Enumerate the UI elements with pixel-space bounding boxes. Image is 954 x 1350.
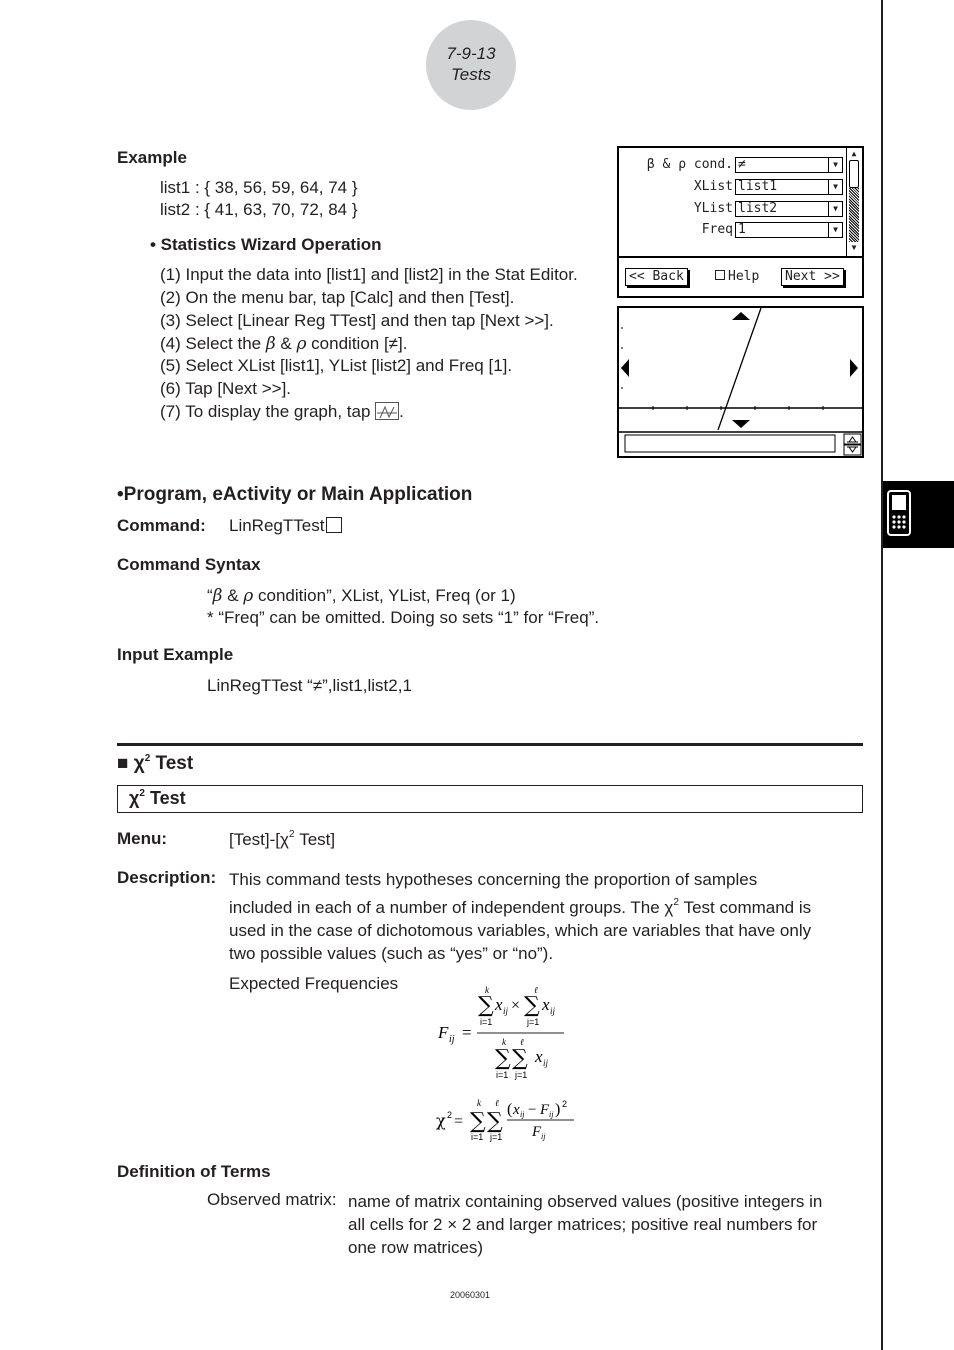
svg-text:ℓ: ℓ [495, 1098, 499, 1108]
chapter-tab [883, 481, 954, 548]
scroll-track[interactable] [849, 188, 859, 242]
page-number: 7-9-13 [446, 44, 496, 63]
wizard-screen [617, 146, 864, 298]
chevron-down-icon: ▼ [828, 180, 842, 194]
svg-text:i=1: i=1 [496, 1070, 509, 1080]
syntax-line-1: “β & ρ condition”, XList, YList, Freq (or 1) [207, 586, 516, 606]
ylist-label: YList [693, 201, 733, 216]
entry-field [625, 435, 835, 452]
chevron-down-icon: ▼ [828, 223, 842, 237]
step-4: (4) Select the β & ρ condition [≠]. [160, 334, 408, 354]
step-6: (6) Tap [Next >>]. [160, 379, 292, 398]
chi-square-formula [436, 1094, 586, 1149]
freq-dropdown[interactable]: 1 ▼ [735, 222, 843, 238]
svg-text:F: F [532, 1124, 542, 1140]
svg-text:=: = [454, 1113, 464, 1130]
freq-label: Freq [701, 222, 733, 237]
svg-text:∑: ∑ [495, 1046, 511, 1071]
svg-text:x: x [535, 1047, 543, 1066]
page-badge [426, 20, 516, 110]
program-heading: •Program, eActivity or Main Application [117, 484, 473, 505]
svg-text:χ: χ [436, 1111, 446, 1130]
list2-data: list2 : { 41, 63, 70, 72, 84 } [160, 200, 358, 219]
input-heading: Input Example [117, 645, 234, 664]
back-button[interactable]: << Back [625, 268, 688, 286]
scroll-thumb[interactable] [849, 160, 859, 188]
svg-text:ℓ: ℓ [534, 985, 538, 995]
svg-text:j=1: j=1 [490, 1132, 503, 1142]
step-3: (3) Select [Linear Reg TTest] and then tap [Next >>]. [160, 311, 554, 330]
margin-rule [881, 0, 883, 1350]
chi-section-title: ■ $\chi^2$ Test [117, 753, 194, 774]
step-1: (1) Input the data into [list1] and [list2] in the Stat Editor. [160, 265, 578, 284]
svg-text:k: k [485, 985, 489, 995]
divider [619, 256, 862, 258]
section-rule [117, 743, 863, 746]
next-button[interactable]: Next >> [781, 268, 844, 286]
svg-text:∑: ∑ [512, 1046, 528, 1071]
cond-label: β & ρ cond. [646, 157, 733, 172]
svg-text:F: F [540, 1102, 550, 1118]
svg-text:): ) [555, 1101, 561, 1118]
svg-text:∑: ∑ [470, 1109, 486, 1134]
calculator-icon [886, 489, 916, 537]
graph-icon [375, 402, 399, 420]
input-example: LinRegTTest “≠”,list1,list2,1 [207, 676, 412, 695]
command-label: Command: [117, 516, 206, 535]
svg-text:F: F [438, 1023, 449, 1042]
graph-screen [617, 306, 864, 458]
footer-code: 20060301 [450, 1290, 491, 1300]
scrollbar[interactable] [846, 148, 861, 256]
definitions-heading: Definition of Terms [117, 1162, 271, 1181]
svg-text:ij: ij [541, 1132, 546, 1141]
svg-text:ij: ij [543, 1058, 549, 1068]
svg-text:k: k [477, 1098, 481, 1108]
pan-down-icon[interactable] [732, 420, 750, 428]
step-5: (5) Select XList [list1], YList [list2] and Freq [1]. [160, 356, 513, 375]
syntax-line-2: * “Freq” can be omitted. Doing so sets “1” for “Freq”. [207, 608, 600, 627]
command-value: LinRegTTest [229, 516, 342, 536]
svg-text:ij: ij [520, 1110, 525, 1119]
svg-text:x: x [495, 995, 503, 1014]
svg-text:(: ( [507, 1101, 513, 1118]
menu-path: $[Test]-[\chi^2$ Test] [229, 829, 336, 849]
svg-text:∑: ∑ [487, 1109, 503, 1134]
chi-title-box [117, 785, 863, 813]
chi-box-title: $\chi^2$ Test [129, 788, 186, 808]
definition-term: Observed matrix: [207, 1190, 337, 1209]
step-2: (2) On the menu bar, tap [Calc] and then [Test]. [160, 288, 515, 307]
svg-text:ij: ij [550, 1006, 556, 1016]
syntax-heading: Command Syntax [117, 555, 261, 574]
description-label: Description: [117, 868, 217, 887]
definition-text: name of matrix containing observed values (positive integers in all cells for 2 × 2 and larger matrices; positive real numbers for one row matrices) [348, 1192, 823, 1257]
svg-text:x: x [542, 995, 550, 1014]
example-heading: Example [117, 148, 187, 167]
svg-text:×: × [511, 997, 521, 1014]
list1-data: list1 : { 38, 56, 59, 64, 74 } [160, 178, 358, 197]
description-text: This command tests hypotheses concerning the proportion of samples included in each of a number of independent groups. The $\chi^2$ Test command is used in the case of dichotomous variables, which are variables that have only two possible values (such as “yes” or “no”). [229, 870, 812, 963]
svg-text:i=1: i=1 [471, 1132, 484, 1142]
pan-left-icon[interactable] [621, 359, 629, 377]
expected-frequency-formula [438, 985, 578, 1090]
scroll-down-icon[interactable]: ▼ [851, 243, 857, 252]
svg-text:ij: ij [549, 1110, 554, 1119]
svg-text:2: 2 [562, 1099, 568, 1109]
scroll-up-icon[interactable]: ▲ [851, 149, 857, 158]
wizard-heading: • Statistics Wizard Operation [150, 235, 382, 254]
step-7: (7) To display the graph, tap . [160, 402, 404, 421]
svg-text:∑: ∑ [478, 993, 494, 1018]
space-icon [326, 517, 342, 533]
xlist-dropdown[interactable]: list1 ▼ [735, 179, 843, 195]
svg-text:k: k [502, 1037, 506, 1047]
svg-text:j=1: j=1 [527, 1017, 540, 1027]
svg-text:−: − [528, 1102, 537, 1118]
checkbox-icon[interactable] [715, 270, 725, 280]
help-checkbox[interactable]: Help [713, 269, 759, 285]
cond-dropdown[interactable]: ≠ ▼ [735, 157, 843, 173]
menu-label: Menu: [117, 829, 168, 848]
svg-text:∑: ∑ [524, 993, 540, 1018]
svg-text:j=1: j=1 [515, 1070, 528, 1080]
xlist-label: XList [693, 179, 733, 194]
svg-text:ℓ: ℓ [520, 1037, 524, 1047]
chevron-down-icon: ▼ [828, 158, 842, 172]
pan-right-icon[interactable] [850, 359, 858, 377]
ylist-dropdown[interactable]: list2 ▼ [735, 201, 843, 217]
expected-frequencies-label: Expected Frequencies [229, 974, 399, 993]
section-name: Tests [450, 65, 491, 84]
svg-text:ij: ij [449, 1034, 455, 1045]
svg-text:x: x [513, 1102, 520, 1118]
regression-graph [619, 308, 862, 456]
svg-text:ij: ij [503, 1006, 509, 1016]
pan-up-icon[interactable] [732, 312, 750, 320]
svg-text:i=1: i=1 [480, 1017, 493, 1027]
chevron-down-icon: ▼ [828, 202, 842, 216]
svg-text:2: 2 [447, 1110, 453, 1120]
svg-text:=: = [462, 1023, 472, 1042]
